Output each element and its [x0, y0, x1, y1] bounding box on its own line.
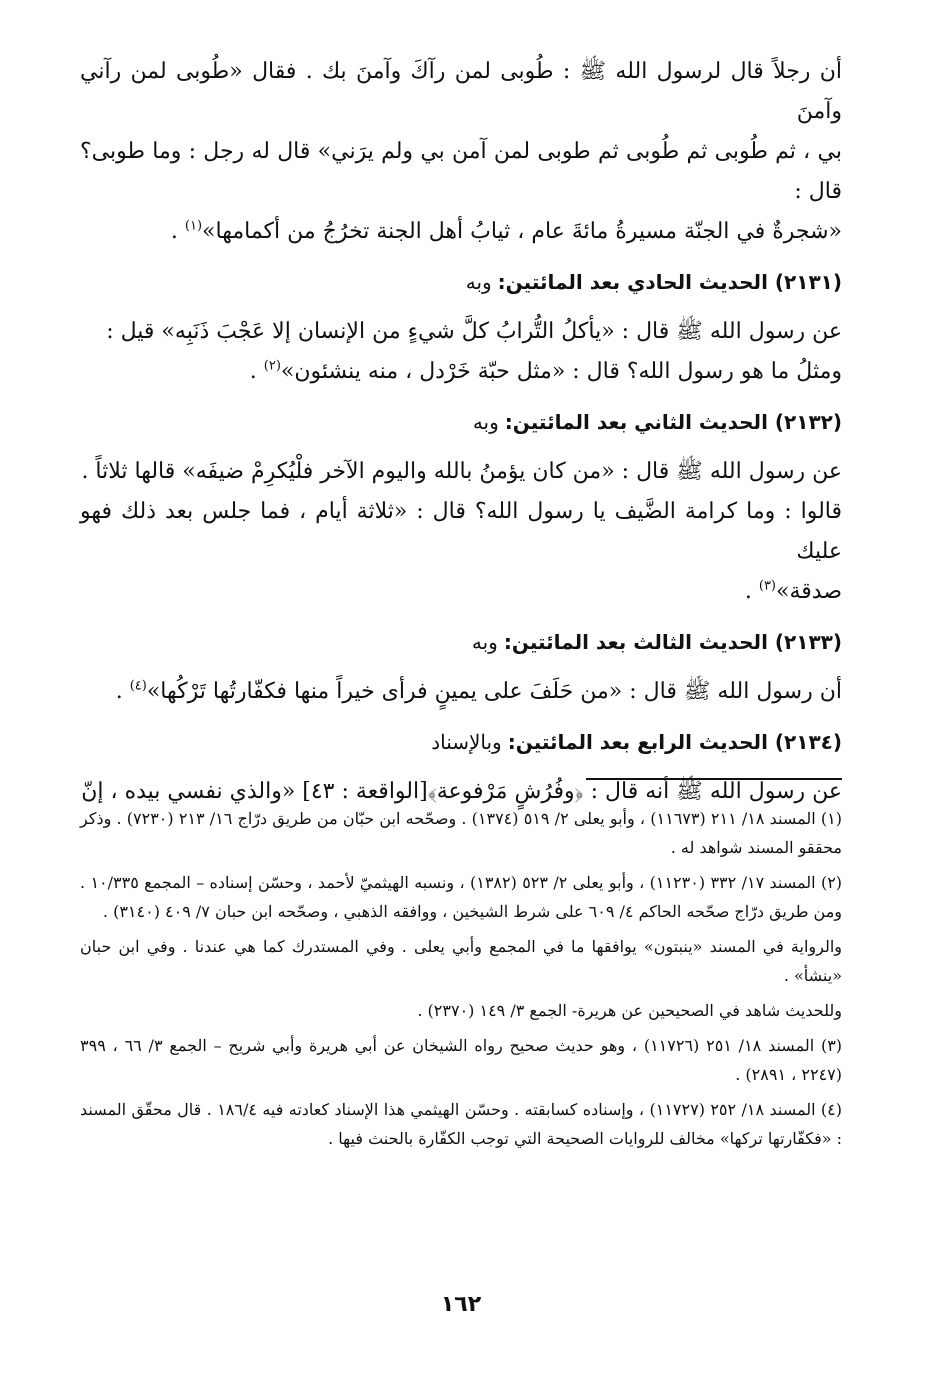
footnote-2: (٢) المسند ١٧/ ٣٣٢ (١١٢٣٠) ، وأبو يعلى ٢/ ٥٢٣ (١٣٨٢) ، ونسبه الهيثميّ لأحمد ، وحسّن إسناده – المجمع ١٠/٣٣٥ . ومن طريق درّاج صحّحه الحاكم ٤/ ٦٠٩ على شرط الشيخين ، ووافقه الذهبي ، وصحّحه ابن حبان ٧/ ٤٠٩ (٣١٤٠) . — [80, 873, 843, 921]
heading-title: (٢١٣١) الحديث الحادي بعد المائتين: — [497, 270, 842, 294]
page-number: ١٦٢ — [440, 1292, 482, 1317]
heading-title: (٢١٣٢) الحديث الثاني بعد المائتين: — [504, 410, 842, 434]
heading-title: (٢١٣٣) الحديث الثالث بعد المائتين: — [503, 630, 842, 654]
main-text — [80, 52, 842, 812]
hadith-heading-2131 — [80, 262, 842, 302]
paragraph-3-text: صدقة» — [776, 579, 842, 604]
heading-suffix: وبالإسناد — [431, 730, 502, 754]
paragraph-1-text: «شجرةٌ في الجنّة مسيرةُ مائةَ عام ، ثيابُ أهل الجنة تخرُجُ من أكمامها» — [202, 219, 842, 244]
footnote-4: (٤) المسند ١٨/ ٢٥٢ (١١٧٢٧) ، وإسناده كسابقته . وحسّن الهيثمي هذا الإسناد كعادته فيه ١٨٦/٤ . قال محقّق المسند : «فكفّارتها تركها» مخالف للروايات الصحيحة التي توجب الكفّارة بالحنث فيها . — [80, 1100, 843, 1148]
paragraph-2-text: ومثلُ ما هو رسول الله؟ قال : «مثل حبّة خَرْدل ، منه ينشئون» — [280, 359, 842, 384]
footnote-2-note-a: والرواية في المسند «ينبتون» يوافقها ما في المجمع وأبي يعلى . وفي المستدرك كما هي عندنا . وفي ابن حبان «ينشأ» . — [80, 937, 842, 985]
footnotes — [80, 804, 842, 1159]
paragraph-1-line-2: بي ، ثم طُوبى ثم طُوبى ثم طوبى لمن آمن بي ولم يرَني» قال له رجل : وما طوبى؟ قال : — [80, 139, 842, 204]
paragraph-3-line-3 — [80, 572, 842, 612]
paragraph-2-end: . — [249, 359, 264, 384]
hadith-heading-2133 — [80, 622, 842, 662]
paragraph-3-end: . — [744, 579, 759, 604]
paragraph-1-line-3 — [80, 212, 842, 252]
heading-title: (٢١٣٤) الحديث الرابع بعد المائتين: — [507, 730, 842, 754]
footnote-2-note-b: وللحديث شاهد في الصحيحين عن هريرة- الجمع ٣/ ١٤٩ (٢٣٧٠) . — [417, 1001, 842, 1020]
footnote-ref-4[interactable]: (٤) — [129, 678, 147, 694]
paragraph-2-line-2 — [80, 352, 842, 392]
heading-suffix: وبه — [471, 630, 498, 654]
paragraph-3-line-2: قالوا : وما كرامة الضَّيف يا رسول الله؟ قال : «ثلاثة أيام ، فما جلس بعد ذلك فهو عليك — [80, 499, 842, 564]
footnote-ref-1[interactable]: (١) — [184, 218, 203, 234]
hadith-heading-2132 — [80, 402, 842, 442]
heading-suffix: وبه — [472, 410, 499, 434]
paragraph-4-end: . — [115, 679, 130, 704]
heading-suffix: وبه — [465, 270, 492, 294]
footnote-divider — [586, 778, 842, 780]
document-page — [80, 52, 842, 1352]
footnote-ref-3[interactable]: (٣) — [758, 578, 776, 594]
paragraph-4-text: أن رسول الله ﷺ قال : «من حَلَفَ على يمينٍ فرأى خيراً منها فكفّارتُها تَرْكُها» — [146, 679, 842, 704]
hadith-heading-2134 — [80, 722, 842, 762]
paragraph-5-line-1: عن رسول الله ﷺ أنه قال : ﴿وفُرُشٍ مَرْفوعة﴾[الواقعة : ٤٣] «والذي نفسي بيده ، إنّ — [81, 779, 842, 804]
paragraph-1-end: . — [170, 219, 185, 244]
footnote-ref-2[interactable]: (٢) — [263, 358, 281, 374]
paragraph-1-line-1: أن رجلاً قال لرسول الله ﷺ : طُوبى لمن رآكَ وآمنَ بك . فقال «طُوبى لمن رآني وآمنَ — [80, 59, 842, 124]
paragraph-3-line-1: عن رسول الله ﷺ قال : «من كان يؤمنُ بالله واليوم الآخر فلْيُكرِمْ ضيفَه» قالها ثلاثاً . — [81, 459, 842, 484]
footnote-3: (٣) المسند ١٨/ ٢٥١ (١١٧٢٦) ، وهو حديث صحيح رواه الشيخان عن أبي هريرة وأبي شريح – الجمع ٣/ ٦٦ ، ٣٩٩ (٢٢٤٧ ، ٢٨٩١) . — [80, 1036, 843, 1084]
paragraph-4-line-1 — [80, 672, 842, 712]
footnote-1: (١) المسند ١٨/ ٢١١ (١١٦٧٣) ، وأبو يعلى ٢/ ٥١٩ (١٣٧٤) . وصحّحه ابن حبّان من طريق درّاج ١٦/ ٢١٣ (٧٢٣٠) . وذكر محققو المسند شواهد له . — [80, 809, 842, 857]
paragraph-2-line-1: عن رسول الله ﷺ قال : «يأكلُ التُّرابُ كلَّ شيءٍ من الإنسان إلا عَجْبَ ذَنَبِه» قيل : — [106, 319, 842, 344]
